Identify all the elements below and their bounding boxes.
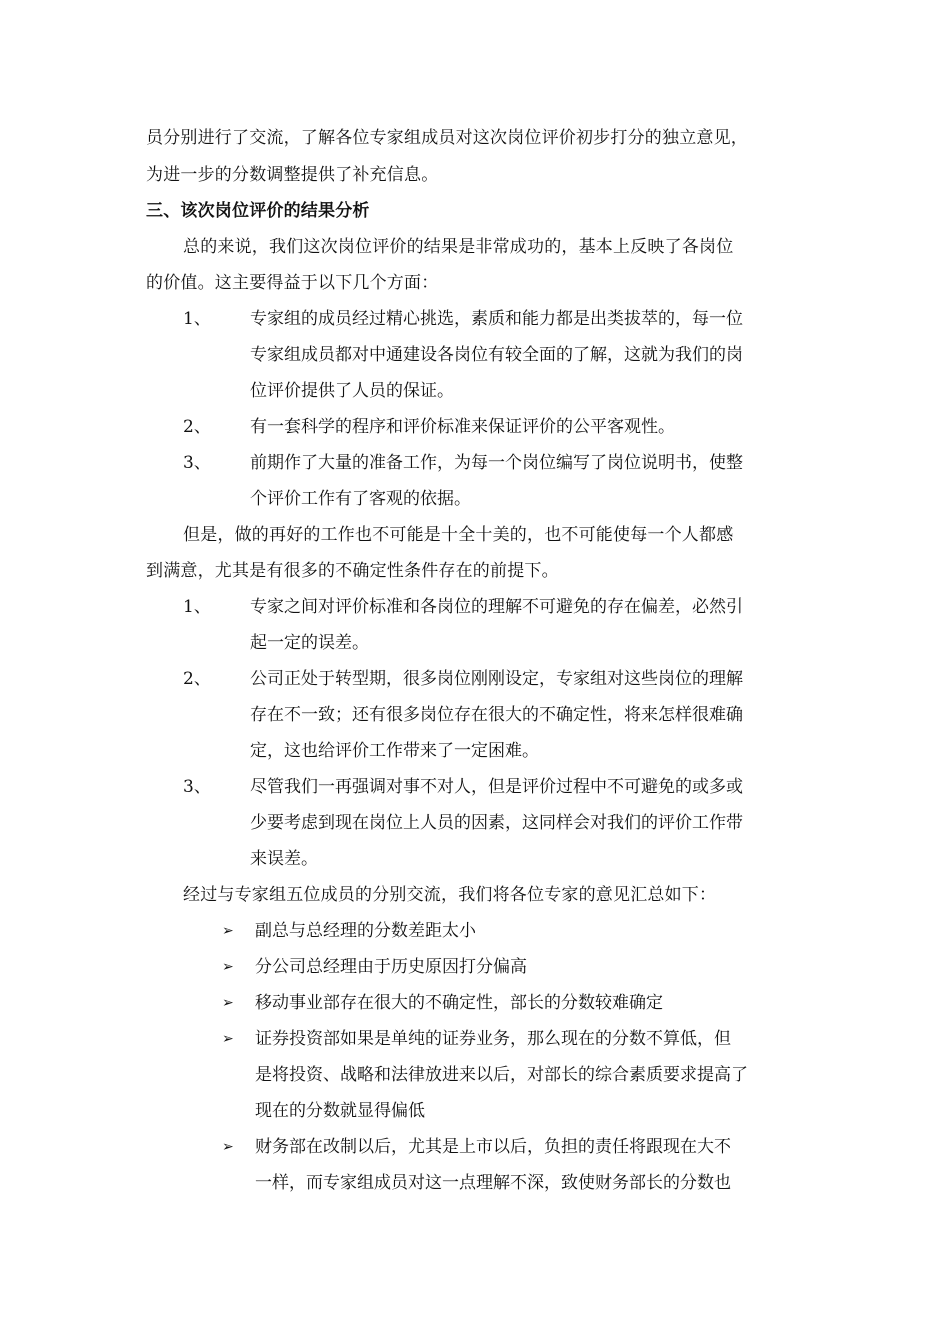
intro-line-2: 为进一步的分数调整提供了补充信息。 bbox=[146, 165, 439, 185]
list-number: 2、 bbox=[183, 417, 211, 437]
arrow-bullet-icon: ➢ bbox=[222, 995, 234, 1011]
list-text: 一样，而专家组成员对这一点理解不深，致使财务部长的分数也 bbox=[255, 1173, 731, 1193]
list-text: 移动事业部存在很大的不确定性，部长的分数较难确定 bbox=[255, 993, 663, 1013]
list-text: 分公司总经理由于历史原因打分偏高 bbox=[255, 957, 527, 977]
list-number: 3、 bbox=[183, 453, 211, 473]
list-text: 专家组成员都对中通建设各岗位有较全面的了解，这就为我们的岗 bbox=[250, 345, 743, 365]
list-text: 位评价提供了人员的保证。 bbox=[250, 381, 454, 401]
list-text: 存在不一致；还有很多岗位存在很大的不确定性，将来怎样很难确 bbox=[250, 705, 743, 725]
arrow-bullet-icon: ➢ bbox=[222, 1031, 234, 1047]
list-text: 副总与总经理的分数差距太小 bbox=[255, 921, 476, 941]
however-line-2: 到满意，尤其是有很多的不确定性条件存在的前提下。 bbox=[146, 561, 559, 581]
list-text: 定，这也给评价工作带来了一定困难。 bbox=[250, 741, 539, 761]
list-text: 前期作了大量的准备工作，为每一个岗位编写了岗位说明书，使整 bbox=[250, 453, 743, 473]
list-text: 公司正处于转型期，很多岗位刚刚设定，专家组对这些岗位的理解 bbox=[250, 669, 743, 689]
list-text: 尽管我们一再强调对事不对人，但是评价过程中不可避免的或多或 bbox=[250, 777, 743, 797]
list-text: 少要考虑到现在岗位上人员的因素，这同样会对我们的评价工作带 bbox=[250, 813, 743, 833]
list-text: 证券投资部如果是单纯的证券业务，那么现在的分数不算低，但 bbox=[255, 1029, 731, 1049]
summary-line-2: 的价值。这主要得益于以下几个方面： bbox=[146, 273, 439, 293]
however-line-1: 但是，做的再好的工作也不可能是十全十美的，也不可能使每一个人都感 bbox=[183, 525, 734, 545]
list-number: 2、 bbox=[183, 669, 211, 689]
list-text: 专家组的成员经过精心挑选，素质和能力都是出类拔萃的，每一位 bbox=[250, 309, 743, 329]
list-text: 财务部在改制以后，尤其是上市以后，负担的责任将跟现在大不 bbox=[255, 1137, 731, 1157]
arrow-bullet-icon: ➢ bbox=[222, 923, 234, 939]
list-number: 1、 bbox=[183, 597, 211, 617]
arrow-bullet-icon: ➢ bbox=[222, 1139, 234, 1155]
list-text: 来误差。 bbox=[250, 849, 318, 869]
list-text: 专家之间对评价标准和各岗位的理解不可避免的存在偏差，必然引 bbox=[250, 597, 743, 617]
intro-line-1: 员分别进行了交流，了解各位专家组成员对这次岗位评价初步打分的独立意见， bbox=[146, 128, 748, 148]
list-text: 是将投资、战略和法律放进来以后，对部长的综合素质要求提高了 bbox=[255, 1065, 748, 1085]
summary-line-1: 总的来说，我们这次岗位评价的结果是非常成功的，基本上反映了各岗位 bbox=[183, 237, 734, 257]
list-text: 个评价工作有了客观的依据。 bbox=[250, 489, 471, 509]
list-text: 有一套科学的程序和评价标准来保证评价的公平客观性。 bbox=[250, 417, 675, 437]
list-text: 现在的分数就显得偏低 bbox=[255, 1101, 425, 1121]
arrow-bullet-icon: ➢ bbox=[222, 959, 234, 975]
list-number: 1、 bbox=[183, 309, 211, 329]
list-text: 起一定的误差。 bbox=[250, 633, 369, 653]
experts-intro: 经过与专家组五位成员的分别交流，我们将各位专家的意见汇总如下： bbox=[183, 885, 717, 905]
list-number: 3、 bbox=[183, 777, 211, 797]
section-heading: 三、该次岗位评价的结果分析 bbox=[146, 201, 370, 221]
